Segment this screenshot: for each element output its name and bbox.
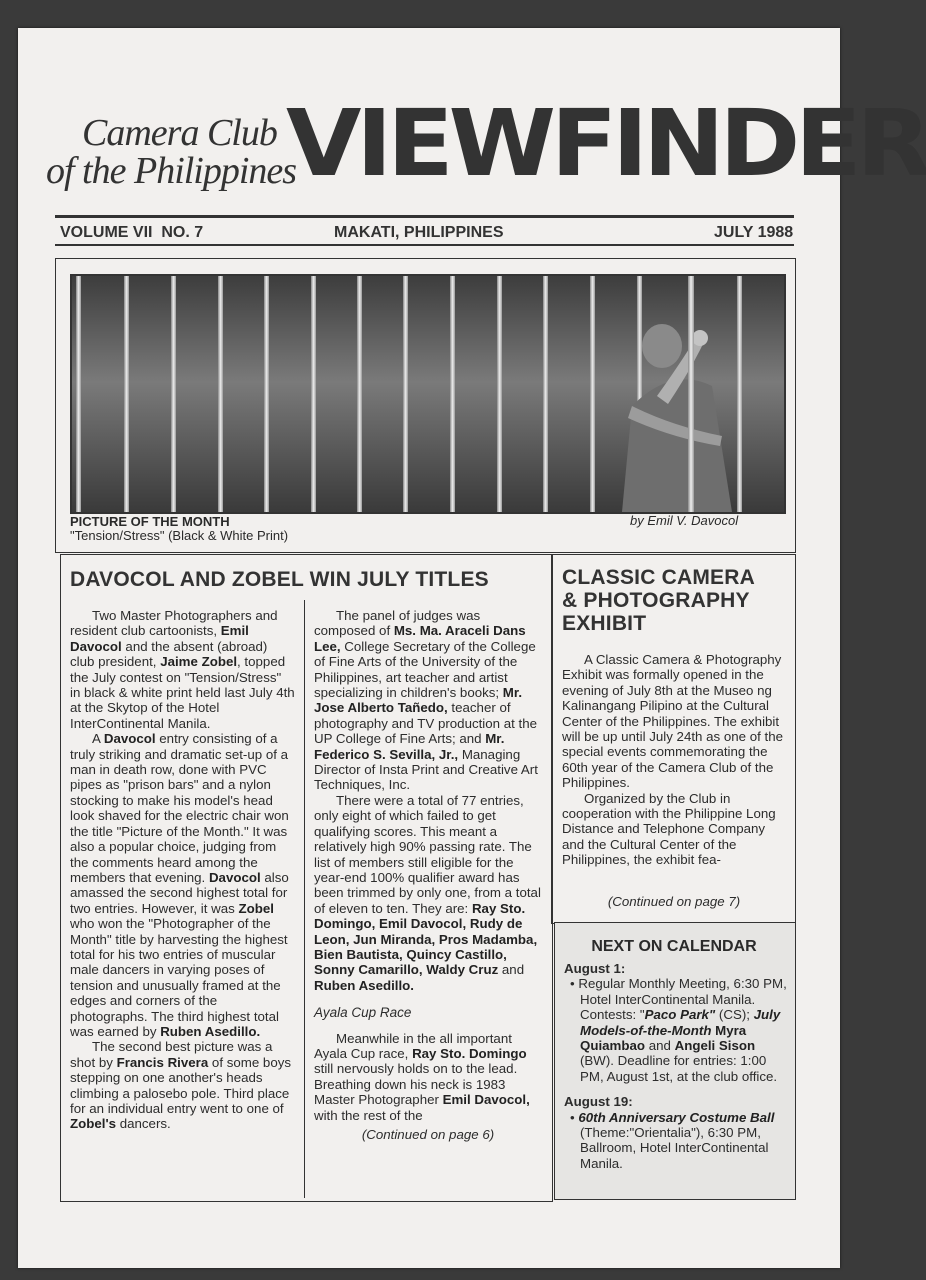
column-divider <box>304 600 305 1198</box>
ayala-subhead: Ayala Cup Race <box>314 1005 412 1021</box>
main-headline: DAVOCOL AND ZOBEL WIN JULY TITLES <box>70 568 489 591</box>
main-article-col2: The panel of judges was composed of Ms. Ma. Araceli Dans Lee, College Secretary of the College of Fine Arts of the University of the Philippines, art teacher and artist specializing in children's books; Mr. Jose Alberto Tañedo, teacher of photography and TV production at the UP College of Fine Arts; and Mr. Federico S. Sevilla, Jr., Managing Director of Insta Print and Creative Art Techniques, Inc. There were a total of 77 entries, only eight of which failed to get qualifying scores. This meant a relatively high 90% passing rate. The list of members still eligible for the year-end 100% qualifier award has been trimmed by only one, from a total of eleven to ten. They are: Ray Sto. Domingo, Emil Davocol, Rudy de Leon, Jun Miranda, Pros Madamba, Bien Bautista, Quincy Castillo, Sonny Camarillo, Waldy Cruz and Ruben Asedillo. Ayala Cup Race Meanwhile in the all important Ayala Cup race, Ray Sto. Domingo still nervously holds on to the lead. Breathing down his neck is 1983 Master Photographer Emil Davocol, with the rest of the (Continued on page 6) <box>314 608 541 1142</box>
calendar-date-aug1: August 1: <box>564 961 626 976</box>
main-article-col1: Two Master Photographers and resident club cartoonists, Emil Davocol and the absent (abroad) club president, Jaime Zobel, topped the July contest on "Tension/Stress" in black & white print held last July 4th at the Skytop of the Hotel InterContinental Manila. A Davocol entry consisting of a truly striking and dramatic set-up of a man in death row, done with PVC pipes as "prison bars" and a nylon stocking to make his model's head look shaved for the electric chair won the title "Picture of the Month." It was also a popular choice, judging from the comments heard among the members that evening. Davocol also amassed the second highest total for two entries. However, it was Zobel who won the "Photographer of the Month" title by harvesting the highest total for his two entries of muscular male dancers in varying poses of tension and unusually framed at the edges and corners of the photographs. The third highest total was earned by Ruben Asedillo. The second best picture was a shot by Francis Rivera of some boys stepping on one another's heads climbing a palosebo pole. Third place for an individual entry went to one of Zobel's dancers. <box>70 608 295 1132</box>
photo-caption: "Tension/Stress" (Black & White Print) <box>70 528 289 543</box>
newsletter-title: VIEWFINDER <box>286 90 926 197</box>
masthead-rule-bottom <box>55 244 794 246</box>
main-continued: (Continued on page 6) <box>361 1127 495 1142</box>
club-name-line1: Camera Club <box>82 112 277 154</box>
prison-bars-photo <box>72 276 784 512</box>
masthead-rule-top <box>55 215 794 218</box>
exhibit-article-body: A Classic Camera & Photography Exhibit was formally opened in the evening of July 8th at the Museo ng Kalinangang Pilipino at the Cultural Center of the Philippines. The exhibit will be up until July 24th as one of the special events commemorating the 60th year of the Camera Club of the Philippines. Organized by the Club in cooperation with the Philippine Long Distance and Telephone Company and the Cultural Center of the Philippines, the exhibit fea- <box>562 652 784 868</box>
exhibit-continued: (Continued on page 7) <box>607 894 741 909</box>
volume-label: VOLUME VII NO. 7 <box>60 224 204 241</box>
photo-credit: by Emil V. Davocol <box>630 513 739 528</box>
calendar-title: NEXT ON CALENDAR <box>591 938 757 955</box>
calendar-body: August 1: • Regular Monthly Meeting, 6:30 PM, Hotel InterContinental Manila. Contests: "Paco Park" (CS); July Models-of-the-Month Myra Quiambao and Angeli Sison (BW). Deadline for entries: 1:00 PM, August 1st, at the club office. August 19: • 60th Anniversary Costume Ball (Theme:"Orientalia"), 6:30 PM, Ballroom, Hotel InterContinental Manila. <box>564 961 790 1171</box>
club-name-line2: of the Philippines <box>46 150 297 192</box>
place-label: MAKATI, PHILIPPINES <box>334 224 504 241</box>
calendar-date-aug19: August 19: <box>564 1094 633 1110</box>
newsletter-page <box>18 28 926 1268</box>
feature-photo <box>70 274 786 514</box>
exhibit-headline: CLASSIC CAMERA & PHOTOGRAPHY EXHIBIT <box>562 566 755 635</box>
issue-date: JULY 1988 <box>714 224 794 241</box>
photo-label: PICTURE OF THE MONTH <box>70 514 230 529</box>
